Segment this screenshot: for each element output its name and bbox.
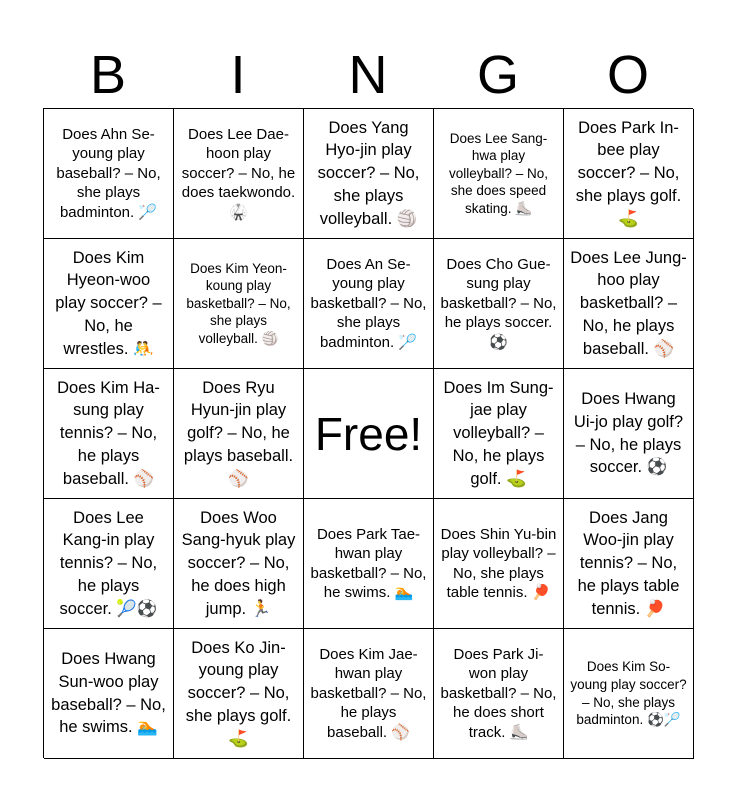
cell-text: Does Lee Sang-hwa play volleyball? – No, she does speed skating. ⛸️ bbox=[448, 130, 549, 216]
cell-text: Does Park In-bee play soccer? – No, she plays golf. ⛳ bbox=[575, 118, 682, 228]
bingo-cell-r1-c4[interactable] bbox=[434, 109, 564, 239]
cell-text: Does Park Ji-won play basketball? – No, he does short track. ⛸️ bbox=[440, 645, 557, 741]
bingo-cell-r2-c3[interactable] bbox=[304, 239, 434, 369]
cell-text: Does Hwang Sun-woo play baseball? – No, he swims. 🏊 bbox=[51, 649, 166, 737]
cell-text: Does Park Tae-hwan play basketball? – No, he swims. 🏊 bbox=[310, 525, 427, 601]
bingo-cell-r2-c2[interactable] bbox=[174, 239, 304, 369]
bingo-cell-r1-c1[interactable] bbox=[44, 109, 174, 239]
cell-text: Does Kim Ha-sung play tennis? – No, he plays baseball. ⚾ bbox=[57, 378, 160, 488]
cell-text: Does Ko Jin-young play soccer? – No, she plays golf. ⛳ bbox=[185, 638, 292, 748]
cell-text: Does Lee Dae-hoon play soccer? – No, he does taekwondo. 🥋 bbox=[181, 125, 296, 221]
header-letter-i: I bbox=[230, 45, 246, 105]
header-letter-n: N bbox=[348, 45, 388, 105]
bingo-cell-r4-c2[interactable] bbox=[174, 499, 304, 629]
bingo-cell-r4-c1[interactable] bbox=[44, 499, 174, 629]
bingo-cell-r5-c1[interactable] bbox=[44, 629, 174, 759]
bingo-header bbox=[43, 42, 693, 108]
cell-text: Does An Se-young play basketball? – No, she plays badminton. 🏸 bbox=[310, 255, 427, 351]
bingo-cell-r3-c5[interactable] bbox=[564, 369, 694, 499]
bingo-cell-r3-c4[interactable] bbox=[434, 369, 564, 499]
bingo-cell-r5-c3[interactable] bbox=[304, 629, 434, 759]
free-space-label: Free! bbox=[314, 407, 423, 460]
bingo-cell-r5-c5[interactable] bbox=[564, 629, 694, 759]
bingo-cell-r3-c1[interactable] bbox=[44, 369, 174, 499]
cell-text: Does Lee Kang-in play tennis? – No, he plays soccer. 🎾⚽ bbox=[59, 508, 158, 618]
bingo-cell-r5-c4[interactable] bbox=[434, 629, 564, 759]
bingo-cell-r5-c2[interactable] bbox=[174, 629, 304, 759]
cell-text: Does Kim So-young play soccer? – No, she plays badminton. ⚽🏸 bbox=[570, 659, 687, 728]
free-space[interactable] bbox=[304, 369, 434, 499]
bingo-cell-r4-c4[interactable] bbox=[434, 499, 564, 629]
cell-text: Does Ahn Se-young play baseball? – No, she plays badminton. 🏸 bbox=[56, 125, 161, 221]
cell-text: Does Lee Jung-hoo play basketball? – No, he plays baseball. ⚾ bbox=[570, 248, 687, 358]
cell-text: Does Woo Sang-hyuk play soccer? – No, he does high jump. 🏃 bbox=[181, 508, 296, 618]
header-letter-o: O bbox=[606, 45, 649, 105]
bingo-cell-r3-c2[interactable] bbox=[174, 369, 304, 499]
cell-text: Does Shin Yu-bin play volleyball? – No, she plays table tennis. 🏓 bbox=[440, 525, 557, 601]
bingo-cell-r2-c4[interactable] bbox=[434, 239, 564, 369]
header-letter-g: G bbox=[476, 45, 519, 105]
bingo-cell-r2-c1[interactable] bbox=[44, 239, 174, 369]
bingo-cell-r4-c5[interactable] bbox=[564, 499, 694, 629]
bingo-cell-r1-c5[interactable] bbox=[564, 109, 694, 239]
cell-text: Does Kim Hyeon-woo play soccer? – No, he wrestles. 🤼 bbox=[55, 248, 162, 358]
cell-text: Does Cho Gue-sung play basketball? – No, he plays soccer. ⚽ bbox=[440, 255, 557, 351]
header-letter-b: B bbox=[89, 45, 127, 105]
bingo-grid bbox=[43, 108, 693, 758]
cell-text: Does Jang Woo-jin play tennis? – No, he plays table tennis. 🏓 bbox=[577, 508, 680, 618]
bingo-cell-r4-c3[interactable] bbox=[304, 499, 434, 629]
cell-text: Does Hwang Ui-jo play golf? – No, he plays soccer. ⚽ bbox=[573, 389, 684, 477]
cell-text: Does Yang Hyo-jin play soccer? – No, she plays volleyball. 🏐 bbox=[317, 118, 420, 228]
cell-text: Does Kim Yeon-koung play basketball? – No, she plays volleyball. 🏐 bbox=[186, 260, 291, 346]
cell-text: Does Kim Jae-hwan play basketball? – No, he plays baseball. ⚾ bbox=[310, 645, 427, 741]
bingo-cell-r1-c3[interactable] bbox=[304, 109, 434, 239]
cell-text: Does Im Sung-jae play volleyball? – No, he plays golf. ⛳ bbox=[443, 378, 554, 488]
bingo-cell-r1-c2[interactable] bbox=[174, 109, 304, 239]
bingo-cell-r2-c5[interactable] bbox=[564, 239, 694, 369]
cell-text: Does Ryu Hyun-jin play golf? – No, he plays baseball. ⚾ bbox=[183, 378, 294, 488]
